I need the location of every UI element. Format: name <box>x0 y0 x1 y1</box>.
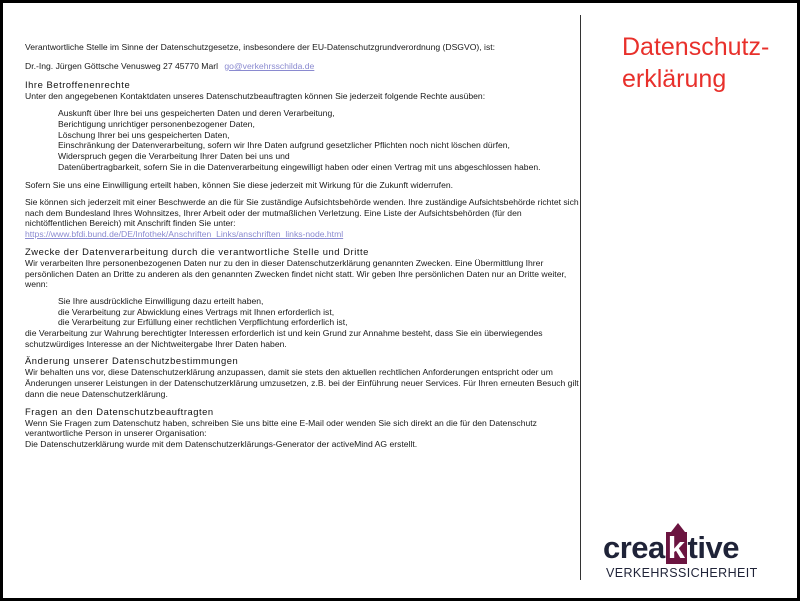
list-item: die Verarbeitung zur Erfüllung einer rechtlichen Verpflichtung erforderlich ist, <box>58 317 348 328</box>
list-item: Auskunft über Ihre bei uns gespeicherten Daten und deren Verarbeitung, <box>58 108 335 119</box>
page-title <box>622 31 769 95</box>
intro-text: Verantwortliche Stelle im Sinne der Datenschutzgesetze, insbesondere der EU-Datenschutzgrundverordnung (DSGVO), ist: <box>25 42 496 52</box>
address-line <box>25 61 580 72</box>
changes-text: Wir behalten uns vor, diese Datenschutzerklärung anzupassen, damit sie stets den aktuellen rechtlichen Anforderungen entspricht oder um Änderungen unserer Leistungen in der Datenschutzerklärung umzusetzen, z.B. bei der Einführung neuer Services. Für Ihren erneuten Besuch gilt dann die neue Datenschutzerklärung. <box>25 367 579 399</box>
list-item: Sie Ihre ausdrückliche Einwilligung dazu erteilt haben, <box>58 295 264 306</box>
questions-heading: Fragen an den Datenschutzbeauftragten <box>25 405 214 417</box>
generator-text: Die Datenschutzerklärung wurde mit dem Datenschutzerklärungs-Generator der activeMind AG erstellt. <box>25 438 418 449</box>
email-link[interactable]: go@verkehrsschilda.de <box>224 60 315 71</box>
title-text: Datenschutz- erklärung <box>622 33 770 93</box>
privacy-text-column <box>25 42 580 450</box>
complaint-text: Sie können sich jederzeit mit einer Beschwerde an die für Sie zuständige Aufsichtsbehörde wenden. Ihre zuständige Aufsichtsbehörde richtet sich nach dem Bundesland Ihres Wohnsitzes, Ihrer Arbeit oder der mutmaßlichen Verletzung. Eine Liste der Aufsichtsbehörden (für den nichtöffentlichen Bereich) mit Anschrift finden Sie unter: https://www.bfdi.bund.de/DE/Infothek/Anschriften_Links/anschriften_links-node.html <box>25 197 579 240</box>
rights-lead: Unter den angegebenen Kontaktdaten unseres Datenschutzbeauftragten können Sie jederzeit folgende Rechte ausüben: <box>25 91 486 102</box>
company-logo <box>603 526 783 581</box>
questions-text: Wenn Sie Fragen zum Datenschutz haben, schreiben Sie uns bitte eine E-Mail oder wenden Sie sich direkt an die für den Datenschutz verantwortliche Person in unserer Organisation: <box>25 417 537 439</box>
list-item: Widerspruch gegen die Verarbeitung Ihrer Daten bei uns und <box>58 150 290 161</box>
vertical-divider <box>580 15 581 580</box>
list-item: Löschung Ihrer bei uns gespeicherten Daten, <box>58 129 230 140</box>
rights-heading: Ihre Betroffenenrechte <box>25 79 131 91</box>
supervisory-authority-link[interactable]: https://www.bfdi.bund.de/DE/Infothek/Anschriften_Links/anschriften_links-node.html <box>25 229 344 240</box>
rights-list <box>25 108 580 172</box>
consent-text: Sofern Sie uns eine Einwilligung erteilt haben, können Sie diese jederzeit mit Wirkung für die Zukunft widerrufen. <box>25 180 454 191</box>
purpose-after-text: die Verarbeitung zur Wahrung berechtigter Interessen erforderlich ist und kein Grund zur Annahme besteht, dass Sie ein überwiegendes schutzwürdiges Interesse an der Nichtweitergabe Ihrer Daten haben. <box>25 328 543 349</box>
slide-page <box>3 3 797 598</box>
list-item: die Verarbeitung zur Abwicklung eines Vertrags mit Ihnen erforderlich ist, <box>58 306 335 317</box>
purpose-list <box>25 296 580 328</box>
address-text: Dr.-Ing. Jürgen Göttsche Venusweg 27 45770 Marl <box>25 60 218 71</box>
list-item: Berichtigung unrichtiger personenbezogener Daten, <box>58 118 255 129</box>
logo-subtitle: VERKEHRSSICHERHEIT <box>606 566 758 580</box>
logo-wordmark: creaktive <box>603 530 739 565</box>
purpose-text: Wir verarbeiten Ihre personenbezogenen Daten nur zu den in dieser Datenschutzerklärung genannten Zwecken. Eine Übermittlung Ihrer persönlichen Daten an Dritte zu anderen als den genannten Zwecken findet nicht statt. Wir geben Ihre persönlichen Daten nur an Dritte weiter, wenn: <box>25 257 567 290</box>
changes-heading: Änderung unserer Datenschutzbestimmungen <box>25 355 239 367</box>
logo-k-house-icon: k <box>667 530 685 565</box>
purpose-heading: Zwecke der Datenverarbeitung durch die verantwortliche Stelle und Dritte <box>25 245 369 257</box>
list-item: Datenübertragbarkeit, sofern Sie in die Datenverarbeitung eingewilligt haben oder einen Vertrag mit uns abgeschlossen haben. <box>58 161 541 172</box>
list-item: Einschränkung der Datenverarbeitung, sofern wir Ihre Daten aufgrund gesetzlicher Pflichten noch nicht löschen dürfen, <box>58 140 510 151</box>
